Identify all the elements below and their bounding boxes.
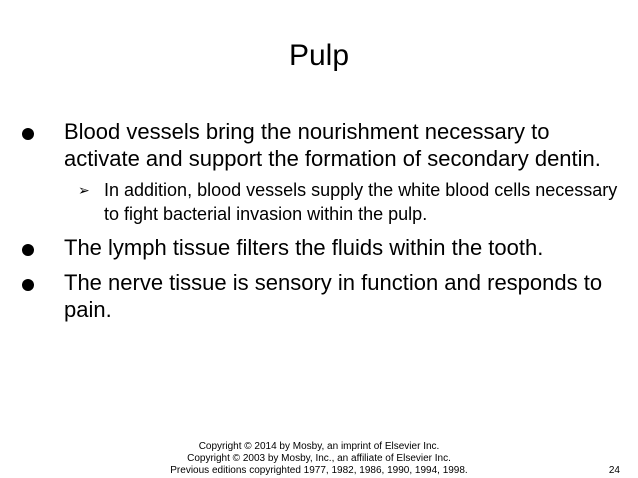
copyright-line: Copyright © 2003 by Mosby, Inc., an affiliate of Elsevier Inc. xyxy=(187,453,451,464)
bullet-dot-icon xyxy=(22,244,34,256)
sub-bullet-item-white-blood-cells xyxy=(22,178,622,226)
slide-title: Pulp xyxy=(288,39,350,72)
bullet-dot-icon xyxy=(22,128,34,140)
copyright-line: Previous editions copyrighted 1977, 1982, 1986, 1990, 1994, 1998. xyxy=(170,465,468,476)
bullet-text: The lymph tissue filters the fluids within the tooth. xyxy=(64,235,544,260)
arrowhead-bullet-icon: ➢ xyxy=(78,182,90,198)
copyright-line: Copyright © 2014 by Mosby, an imprint of Elsevier Inc. xyxy=(198,441,440,452)
bullet-item-lymph-tissue xyxy=(22,234,622,261)
bullet-list xyxy=(22,118,622,325)
page-number: 24 xyxy=(608,465,620,476)
bullet-text: The nerve tissue is sensory in function and responds to pain. xyxy=(64,270,603,322)
copyright-footer xyxy=(0,441,638,477)
bullet-item-blood-vessels xyxy=(22,118,622,172)
bullet-item-nerve-tissue xyxy=(22,269,622,323)
bullet-dot-icon xyxy=(22,279,34,291)
sub-bullet-text: In addition, blood vessels supply the white blood cells necessary to fight bacterial invasion within the pulp. xyxy=(104,180,618,224)
bullet-text: Blood vessels bring the nourishment necessary to activate and support the formation of secondary dentin. xyxy=(64,119,601,171)
